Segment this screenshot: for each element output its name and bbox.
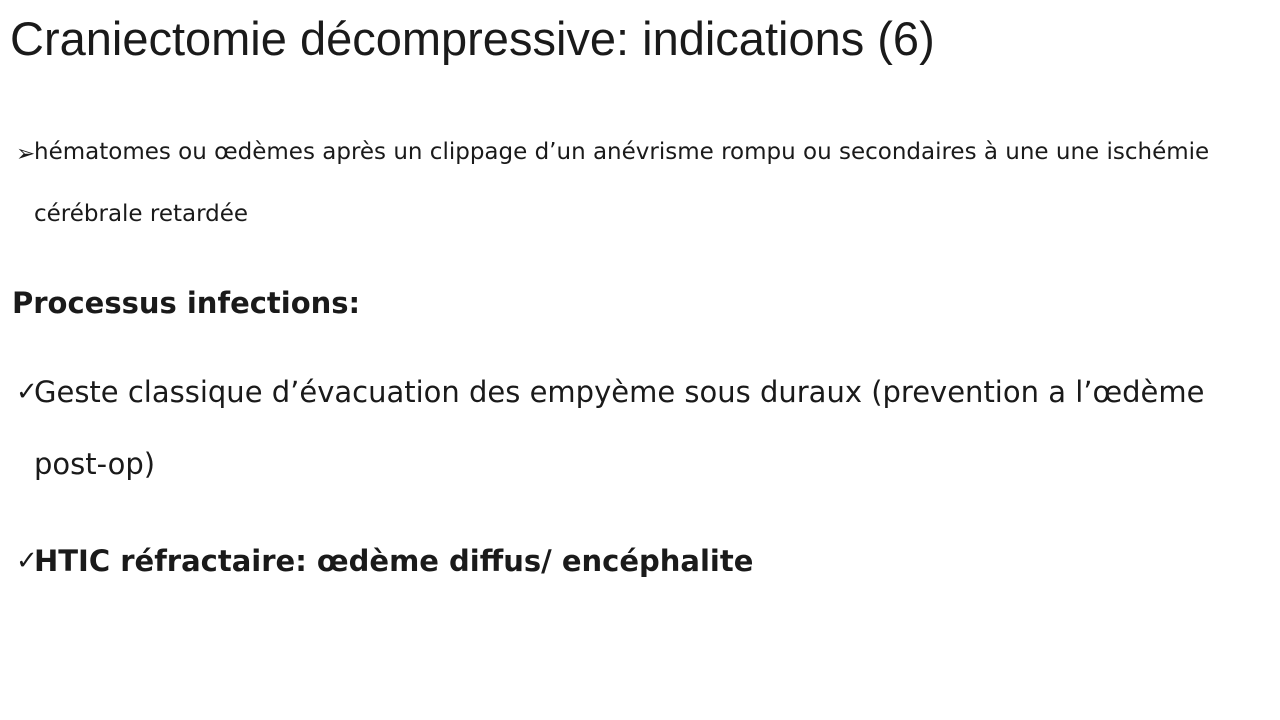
checkmark-icon: ✓ bbox=[16, 377, 38, 407]
arrow-bullet-icon: ➢ bbox=[16, 141, 36, 167]
check-item bbox=[16, 525, 1266, 597]
bullet-item bbox=[16, 121, 1266, 245]
bullet-text: hématomes ou œdèmes après un clippage d’un anévrisme rompu ou secondaires à une une ischémie cérébrale retardée bbox=[34, 139, 1210, 227]
check-item-text: HTIC réfractaire: œdème diffus/ encéphalite bbox=[34, 544, 754, 578]
section-heading: Processus infections: bbox=[12, 286, 361, 320]
checkmark-icon: ✓ bbox=[16, 546, 38, 576]
slide-title: Craniectomie décompressive: indications (6) bbox=[10, 12, 935, 65]
check-item bbox=[16, 356, 1266, 500]
check-item-text: Geste classique d’évacuation des empyème sous duraux (prevention a l’œdème post-op) bbox=[34, 375, 1205, 481]
